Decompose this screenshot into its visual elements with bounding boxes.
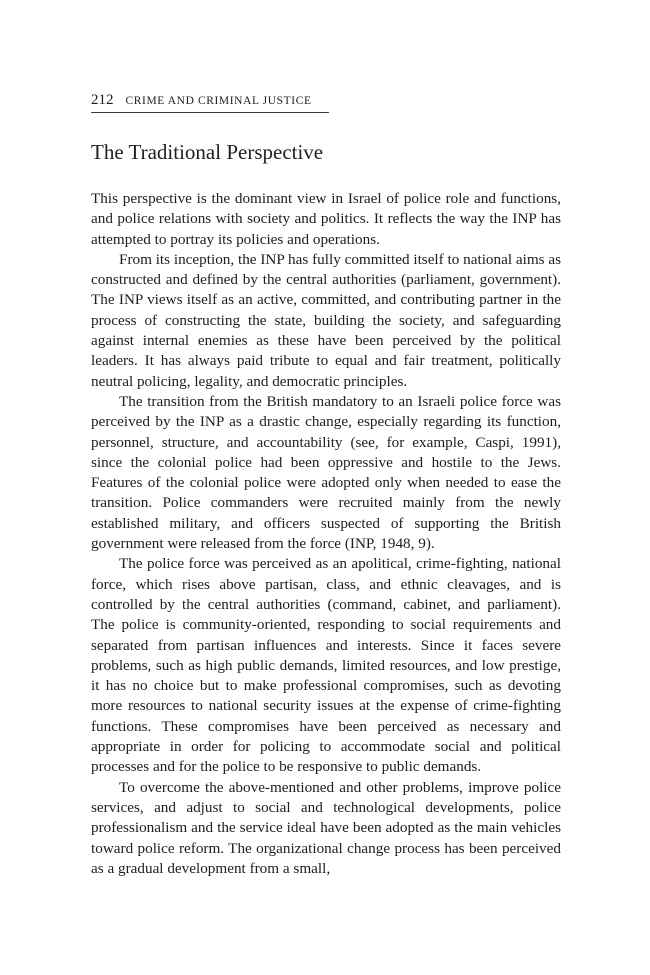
section-title: The Traditional Perspective — [91, 140, 324, 164]
paragraph-4: The police force was perceived as an apolitical, crime-fighting, national force, which rises above partisan, class, and ethnic cleavages, and is controlled by the central authorities (command, cabinet, and parliament). The police is community-oriented, responding to social requirements and separated from partisan influences and interests. Since it faces severe problems, such as high public demands, limited resources, and low prestige, it has no choice but to make professional compromises, such as devoting more resources to national security issues at the expense of crime-fighting functions. These compromises have been perceived as necessary and appropriate in order for policing to accommodate social and political processes and for the police to be responsive to public demands. — [91, 555, 561, 776]
paragraph-1: This perspective is the dominant view in Israel of police role and functions, and police relations with society and politics. It reflects the way the INP has attempted to portray its policies and operations. — [91, 190, 561, 248]
running-head — [91, 92, 329, 113]
body-text — [91, 189, 561, 879]
page-number: 212 — [91, 92, 114, 108]
paragraph-5: To overcome the above-mentioned and other problems, improve police services, and adjust to social and technological developments, police professionalism and the service ideal have been adopted as the main vehicles toward police reform. The organizational change process has been perceived as a gradual development from a small, — [91, 778, 561, 877]
paragraph-2: From its inception, the INP has fully committed itself to national aims as constructed and defined by the central authorities (parliament, government). The INP views itself as an active, committed, and contributing partner in the process of constructing the state, building the society, and safeguarding against internal enemies as these have been perceived by the political leaders. It has always paid tribute to equal and fair treatment, politically neutral policing, legality, and democratic principles. — [91, 250, 561, 390]
book-page — [91, 92, 561, 879]
paragraph-3: The transition from the British mandatory to an Israeli police force was perceived by the INP as a drastic change, especially regarding its function, personnel, structure, and accountability (see, for example, Caspi, 1991), since the colonial police had been oppressive and hostile to the Jews. Features of the colonial police were adopted only when needed to ease the transition. Police commanders were recruited mainly from the newly established military, and officers suspected of supporting the British government were released from the force (INP, 1948, 9). — [91, 392, 561, 553]
running-title: CRIME AND CRIMINAL JUSTICE — [125, 95, 312, 107]
